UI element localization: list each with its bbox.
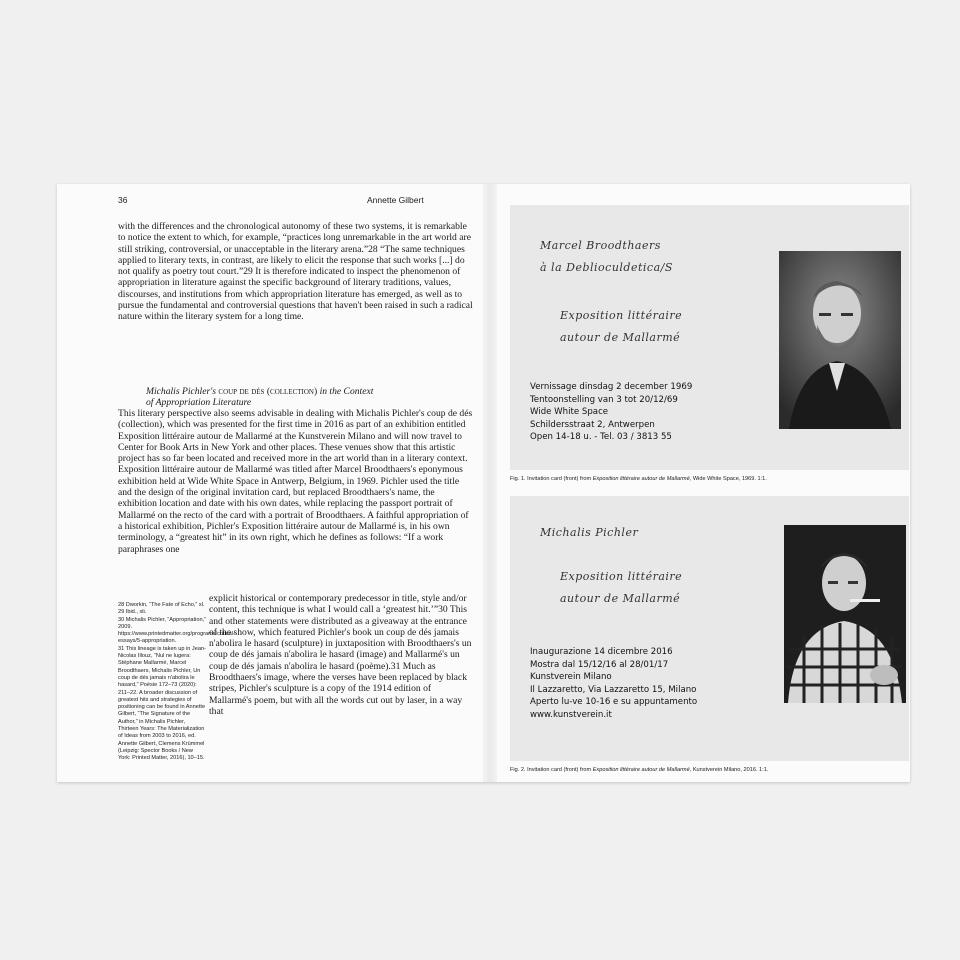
- heading-part-b: in the Context: [317, 386, 374, 397]
- caption2-text-end: , Kunstverein Milano, 2016. 1:1.: [689, 767, 769, 773]
- heading-smallcaps: coup de dés (collection): [218, 386, 318, 397]
- card2-script-title-2: autour de Mallarmé: [560, 592, 681, 605]
- card1-info-line: Open 14-18 u. - Tel. 03 / 3813 55: [530, 432, 672, 443]
- running-head: Annette Gilbert: [367, 195, 424, 205]
- paragraph: with the differences and the chronological autonomy of these two systems, it is remarkable to notice the extent to which, for example, “practices long unremarkable in the art world are still striking, controversial, or unacceptable in the literary arena.”28 “The same techniques applied to literary texts, in contrast, are likely to elicit the response that such works [...] do not qualify as poetry tout court.”29 It is therefore indicated to inspect the phenomenon of appropriation in literature against the specific background of literary traditions, values, discourses, and institutions from which appropriation literature has emerged, as well as to pursue the fundamental and controversial questions that haven't been raised in such a radical nature within the literary system for a long time.: [118, 221, 473, 323]
- page-number: 36: [118, 195, 128, 205]
- caption1-title: Exposition littéraire autour de Mallarmé: [592, 476, 690, 482]
- card2-info-line: Aperto lu-ve 10-16 e su appuntamento: [530, 697, 698, 708]
- heading-part-a: Michalis Pichler's: [146, 386, 219, 397]
- footnote: 28 Dworkin, “The Fate of Echo,” xl.: [118, 602, 205, 608]
- card2-info-line: Mostra dal 15/12/16 al 28/01/17: [530, 659, 669, 670]
- footnote: 30 Michalis Pichler, “Appropriation,” 2009. https://www.printedmatter.org/programs/critical-essays/5-appropriation.: [118, 616, 235, 645]
- book-spread: [57, 184, 910, 782]
- body-text-mid: [118, 408, 474, 555]
- body-text-top: [118, 221, 474, 323]
- section-heading: [146, 386, 466, 409]
- card1-script-title: Exposition littéraire: [560, 309, 683, 322]
- footnote: 29 Ibid., xli.: [118, 609, 147, 616]
- portrait-photo-mallarme: [779, 251, 901, 429]
- paragraph: This literary perspective also seems advisable in dealing with Michalis Pichler's coup de dés (collection), which was presented for the first time in 2016 as part of an exhibition entitled Exposition littéraire autour de Mallarmé at the Kunstverein Milano and will now travel to Center for Book Arts in New York and other places. These venues show that this artistic project has so far been located and received more in the art world than in a literary context. Exposition littéraire autour de Mallarmé was titled after Marcel Broodthaers's eponymous exhibition held at Wide White Space in Antwerp, Belgium, in 1969. Pichler used the title and the design of the original invitation card, but replaced Broodthaers's name, the exhibition location and date with his own dates, while replacing the passport portrait of Mallarmé on the recto of the card with a portrait of Broodthaers. A faithful appropriation of a historical exhibition, Pichler's Exposition littéraire autour de Mallarmé is, in his own terminology, a “greatest hit” in its own right, which he defines as follows: “If a work paraphrases one: [118, 408, 473, 555]
- portrait-broodthaers-icon: [784, 525, 906, 703]
- invitation-card-2: [510, 496, 909, 761]
- card1-info-line: Vernissage dinsdag 2 december 1969: [530, 382, 693, 392]
- figure-caption-2: [510, 767, 768, 773]
- figure-caption-1: [510, 476, 767, 482]
- card1-info: [530, 381, 692, 444]
- footnotes: [118, 602, 235, 763]
- caption1-text: Fig. 1. Invitation card (front) from: [510, 476, 593, 482]
- card2-script-title: Exposition littéraire: [560, 570, 683, 583]
- card2-info-line: www.kunstverein.it: [530, 709, 612, 720]
- card1-script-venue: à la Deblioculdetica/S: [540, 261, 673, 274]
- card1-info-line: Schildersstraat 2, Antwerpen: [530, 419, 655, 430]
- card2-info: [530, 646, 697, 722]
- card2-info-line: Inaugurazione 14 dicembre 2016: [530, 647, 673, 657]
- footnote: 31 This lineage is taken up in Jean-Nicolas Illouz, “Nul ne lugera: Stéphane Mallarmé, Marcel Broodthaers, Michalis Pichler, Un coup de dés jamais n'abolira le hasard,” Poésie 172–73 (2020): 211–22. A broader discussion of greatest hits and strategies of positioning can be found in Annette Gilbert, “The Signature of the Author,” in Michalis Pichler, Thirteen Years: The Materialization of Ideas from 2003 to 2016, ed. Annette Gilbert, Clemens Krümmel (Leipzig: Spector Books / New York: Printed Matter, 2016), 10–15.: [118, 645, 206, 762]
- portrait-photo-broodthaers: [784, 525, 906, 703]
- invitation-card-1: [510, 205, 909, 470]
- caption2-title: Exposition littéraire autour de Mallarmé: [592, 767, 690, 773]
- card2-info-line: Il Lazzaretto, Via Lazzaretto 15, Milano: [530, 684, 697, 695]
- portrait-mallarme-icon: [779, 251, 901, 429]
- card1-script-name: Marcel Broodthaers: [540, 239, 661, 252]
- body-text-low: [209, 593, 474, 717]
- card1-info-line: Tentoonstelling van 3 tot 20/12/69: [530, 394, 678, 405]
- card2-info-line: Kunstverein Milano: [530, 672, 612, 683]
- card2-script-name: Michalis Pichler: [540, 526, 639, 539]
- card1-info-line: Wide White Space: [530, 407, 609, 418]
- caption1-text-end: , Wide White Space, 1969. 1:1.: [689, 476, 767, 482]
- caption2-text: Fig. 2. Invitation card (front) from: [510, 767, 593, 773]
- paragraph: explicit historical or contemporary predecessor in title, style and/or content, this technique is what I would call a ‘greatest hit.’”30 This and other statements were distributed as a giveaway at the entrance of the show, which featured Pichler's book un coup de dés jamais n'abolira le hasard (sculpture) in juxtaposition with Broodthaers's un coup de dés jamais n'abolira le hasard (image) and Mallarmé's un coup de dés jamais n'abolira le hasard (poème).31 Much as Broodthaers's image, where the verses have been replaced by black stripes, Pichler's sculpture is a copy of the 1914 edition of Mallarmé's poem, but with all the words cut out by laser, in a way that: [209, 593, 472, 717]
- card1-script-title-2: autour de Mallarmé: [560, 331, 681, 344]
- book-gutter: [483, 184, 497, 782]
- heading-line-2: of Appropriation Literature: [146, 397, 252, 409]
